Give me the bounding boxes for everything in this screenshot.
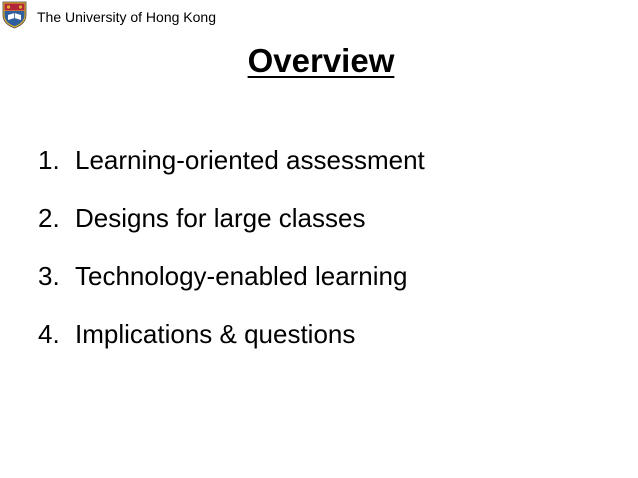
list-item <box>38 247 425 305</box>
list-item-text: Learning-oriented assessment <box>75 144 425 175</box>
list-item <box>38 305 425 363</box>
university-name: The University of Hong Kong <box>37 9 216 25</box>
list-item-number: 3. <box>38 260 60 291</box>
list-item-text: Implications & questions <box>75 318 356 349</box>
list-item-number: 2. <box>38 202 60 233</box>
list-item-number: 4. <box>38 318 60 349</box>
list-item <box>38 189 425 247</box>
university-crest-icon <box>2 1 27 29</box>
list-item-number: 1. <box>38 144 60 175</box>
list-item-text: Designs for large classes <box>75 202 366 233</box>
slide-title: Overview <box>247 42 395 79</box>
list-item-text: Technology-enabled learning <box>75 260 408 291</box>
agenda-list <box>38 131 425 363</box>
list-item <box>38 131 425 189</box>
